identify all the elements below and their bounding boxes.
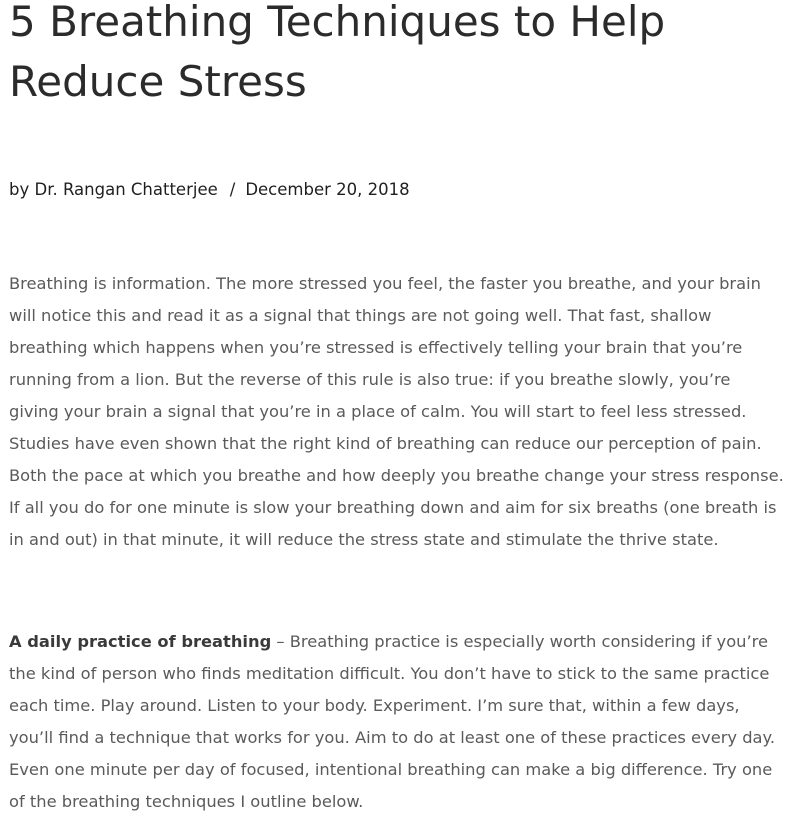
paragraph-body: – Breathing practice is especially worth considering if you’re the kind of person who finds meditation difficult. You don’t have to stick to the same practice each time. Play around. Listen to your body. Experiment. I’m sure that, within a few days, you’ll find a technique that works for you. Aim to do at least one of these practices every day. Even one minute per day of focused, intentional breathing can make a big difference. Try one of the breathing techniques I outline below.	[9, 632, 776, 811]
article-title: 5 Breathing Techniques to Help Reduce Stress	[9, 0, 666, 106]
byline-separator: /	[229, 180, 236, 199]
paragraph-daily-practice	[9, 626, 784, 818]
paragraph-intro: Breathing is information. The more stressed you feel, the faster you breathe, and your brain will notice this and read it as a signal that things are not going well. That fast, shallow breathing which happens when you’re stressed is effectively telling your brain that you’re running from a lion. But the reverse of this rule is also true: if you breathe slowly, you’re giving your brain a signal that you’re in a place of calm. You will start to feel less stressed. Studies have even shown that the right kind of breathing can reduce our perception of pain. Both the pace at which you breathe and how deeply you breathe change your stress response. If all you do for one minute is slow your breathing down and aim for six breaths (one breath is in and out) in that minute, it will reduce the stress state and stimulate the thrive state.	[9, 274, 784, 549]
publish-date: December 20, 2018	[245, 180, 410, 199]
paragraph-lead: A daily practice of breathing	[9, 632, 272, 651]
byline	[9, 179, 410, 201]
author-name[interactable]: by Dr. Rangan Chatterjee	[9, 180, 218, 199]
